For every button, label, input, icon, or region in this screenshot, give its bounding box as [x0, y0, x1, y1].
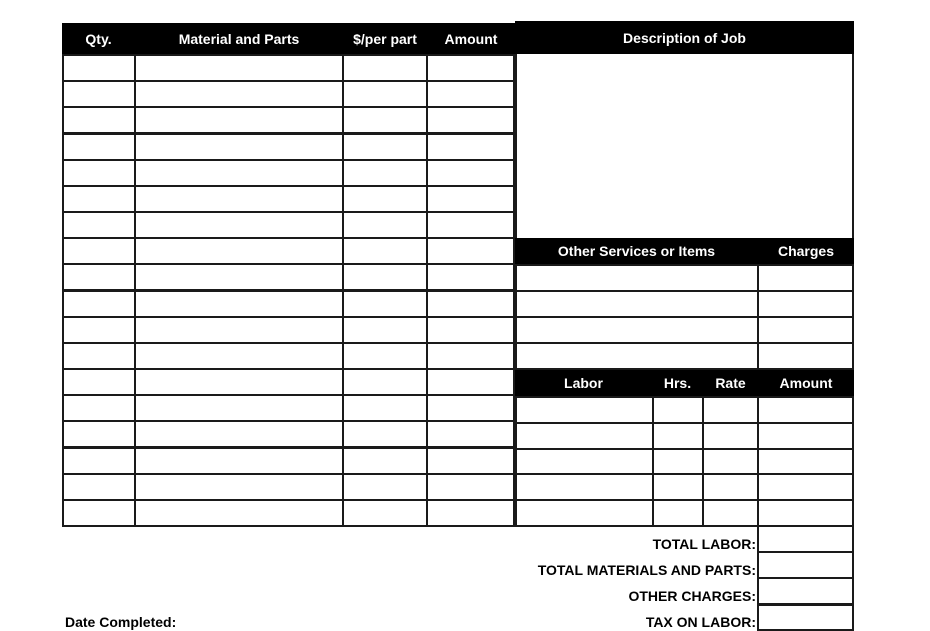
- per-part-cell[interactable]: [342, 159, 428, 187]
- per-part-cell[interactable]: [342, 499, 428, 527]
- labor-cell[interactable]: [515, 499, 654, 527]
- qty-cell[interactable]: [62, 420, 136, 448]
- per-part-cell[interactable]: [342, 316, 428, 344]
- material-cell[interactable]: [134, 133, 344, 161]
- amount-cell[interactable]: [426, 185, 515, 213]
- tax-on-labor-label: TAX ON LABOR:: [645, 614, 756, 630]
- rate-cell[interactable]: [702, 448, 759, 476]
- charges-cell[interactable]: [757, 264, 854, 292]
- per-part-cell[interactable]: [342, 185, 428, 213]
- labor-table: [515, 396, 854, 527]
- total-labor-field[interactable]: [757, 526, 854, 553]
- per-part-cell[interactable]: [342, 447, 428, 475]
- per-part-cell[interactable]: [342, 368, 428, 396]
- header-material-and-parts: Material and Parts: [178, 30, 300, 47]
- header-amount: Amount: [444, 30, 498, 47]
- description-of-job-field[interactable]: [515, 54, 854, 238]
- per-part-cell[interactable]: [342, 237, 428, 265]
- labor-cell[interactable]: [515, 448, 654, 476]
- other-service-cell[interactable]: [515, 342, 759, 370]
- material-cell[interactable]: [134, 316, 344, 344]
- amount-cell[interactable]: [426, 316, 515, 344]
- rate-cell[interactable]: [702, 473, 759, 501]
- other-service-cell[interactable]: [515, 290, 759, 318]
- per-part-cell[interactable]: [342, 133, 428, 161]
- hrs-cell[interactable]: [652, 499, 704, 527]
- rate-cell[interactable]: [702, 499, 759, 527]
- labor-amount-cell[interactable]: [757, 396, 854, 424]
- material-cell[interactable]: [134, 80, 344, 108]
- amount-cell[interactable]: [426, 106, 515, 134]
- amount-cell[interactable]: [426, 290, 515, 318]
- rate-cell[interactable]: [702, 396, 759, 424]
- qty-cell[interactable]: [62, 106, 136, 134]
- header-hrs: Hrs.: [663, 375, 692, 391]
- header-qty: Qty.: [85, 30, 112, 47]
- per-part-cell[interactable]: [342, 263, 428, 291]
- other-charges-label: OTHER CHARGES:: [628, 588, 756, 604]
- charges-cell[interactable]: [757, 316, 854, 344]
- material-cell[interactable]: [134, 394, 344, 422]
- total-materials-label: TOTAL MATERIALS AND PARTS:: [537, 562, 756, 578]
- amount-cell[interactable]: [426, 159, 515, 187]
- other-charges-field[interactable]: [757, 578, 854, 605]
- amount-cell[interactable]: [426, 342, 515, 370]
- per-part-cell[interactable]: [342, 80, 428, 108]
- material-cell[interactable]: [134, 237, 344, 265]
- qty-cell[interactable]: [62, 499, 136, 527]
- material-cell[interactable]: [134, 499, 344, 527]
- amount-cell[interactable]: [426, 368, 515, 396]
- material-cell[interactable]: [134, 290, 344, 318]
- other-services-header: [515, 238, 854, 264]
- material-cell[interactable]: [134, 342, 344, 370]
- labor-cell[interactable]: [515, 422, 654, 450]
- tax-on-labor-field[interactable]: [757, 604, 854, 631]
- qty-cell[interactable]: [62, 447, 136, 475]
- other-service-cell[interactable]: [515, 264, 759, 292]
- material-cell[interactable]: [134, 420, 344, 448]
- amount-cell[interactable]: [426, 447, 515, 475]
- material-cell[interactable]: [134, 106, 344, 134]
- qty-cell[interactable]: [62, 185, 136, 213]
- hrs-cell[interactable]: [652, 422, 704, 450]
- other-service-cell[interactable]: [515, 316, 759, 344]
- qty-cell[interactable]: [62, 54, 136, 82]
- amount-cell[interactable]: [426, 237, 515, 265]
- qty-cell[interactable]: [62, 237, 136, 265]
- header-labor-amount: Amount: [779, 375, 833, 391]
- per-part-cell[interactable]: [342, 290, 428, 318]
- other-services-table: [515, 264, 854, 370]
- labor-amount-cell[interactable]: [757, 473, 854, 501]
- amount-cell[interactable]: [426, 420, 515, 448]
- total-labor-label: TOTAL LABOR:: [652, 536, 756, 552]
- amount-cell[interactable]: [426, 263, 515, 291]
- amount-cell[interactable]: [426, 211, 515, 239]
- material-cell[interactable]: [134, 185, 344, 213]
- qty-cell[interactable]: [62, 342, 136, 370]
- qty-cell[interactable]: [62, 290, 136, 318]
- amount-cell[interactable]: [426, 80, 515, 108]
- charges-cell[interactable]: [757, 290, 854, 318]
- amount-cell[interactable]: [426, 133, 515, 161]
- per-part-cell[interactable]: [342, 54, 428, 82]
- qty-cell[interactable]: [62, 368, 136, 396]
- per-part-cell[interactable]: [342, 342, 428, 370]
- header-description-of-job: Description of Job: [623, 29, 746, 46]
- amount-cell[interactable]: [426, 499, 515, 527]
- amount-cell[interactable]: [426, 54, 515, 82]
- per-part-cell[interactable]: [342, 106, 428, 134]
- material-cell[interactable]: [134, 54, 344, 82]
- material-cell[interactable]: [134, 447, 344, 475]
- total-materials-field[interactable]: [757, 552, 854, 579]
- labor-header: [515, 370, 854, 396]
- qty-cell[interactable]: [62, 263, 136, 291]
- header-per-part: $/per part: [353, 30, 417, 47]
- qty-cell[interactable]: [62, 211, 136, 239]
- qty-cell[interactable]: [62, 473, 136, 501]
- hrs-cell[interactable]: [652, 396, 704, 424]
- material-cell[interactable]: [134, 159, 344, 187]
- materials-table: [62, 54, 515, 527]
- date-completed-label: Date Completed:: [65, 614, 177, 630]
- hrs-cell[interactable]: [652, 473, 704, 501]
- header-charges: Charges: [777, 243, 835, 259]
- materials-header: [62, 23, 515, 54]
- qty-cell[interactable]: [62, 316, 136, 344]
- per-part-cell[interactable]: [342, 394, 428, 422]
- qty-cell[interactable]: [62, 80, 136, 108]
- per-part-cell[interactable]: [342, 420, 428, 448]
- amount-cell[interactable]: [426, 394, 515, 422]
- description-header: [515, 21, 854, 54]
- hrs-cell[interactable]: [652, 448, 704, 476]
- labor-cell[interactable]: [515, 473, 654, 501]
- amount-cell[interactable]: [426, 473, 515, 501]
- header-other-services: Other Services or Items: [557, 243, 716, 259]
- per-part-cell[interactable]: [342, 473, 428, 501]
- per-part-cell[interactable]: [342, 211, 428, 239]
- material-cell[interactable]: [134, 368, 344, 396]
- header-labor: Labor: [564, 375, 603, 391]
- rate-cell[interactable]: [702, 422, 759, 450]
- material-cell[interactable]: [134, 211, 344, 239]
- charges-cell[interactable]: [757, 342, 854, 370]
- material-cell[interactable]: [134, 263, 344, 291]
- labor-amount-cell[interactable]: [757, 422, 854, 450]
- header-rate: Rate: [715, 375, 746, 391]
- labor-amount-cell[interactable]: [757, 448, 854, 476]
- material-cell[interactable]: [134, 473, 344, 501]
- qty-cell[interactable]: [62, 394, 136, 422]
- qty-cell[interactable]: [62, 133, 136, 161]
- labor-amount-cell[interactable]: [757, 499, 854, 527]
- qty-cell[interactable]: [62, 159, 136, 187]
- labor-cell[interactable]: [515, 396, 654, 424]
